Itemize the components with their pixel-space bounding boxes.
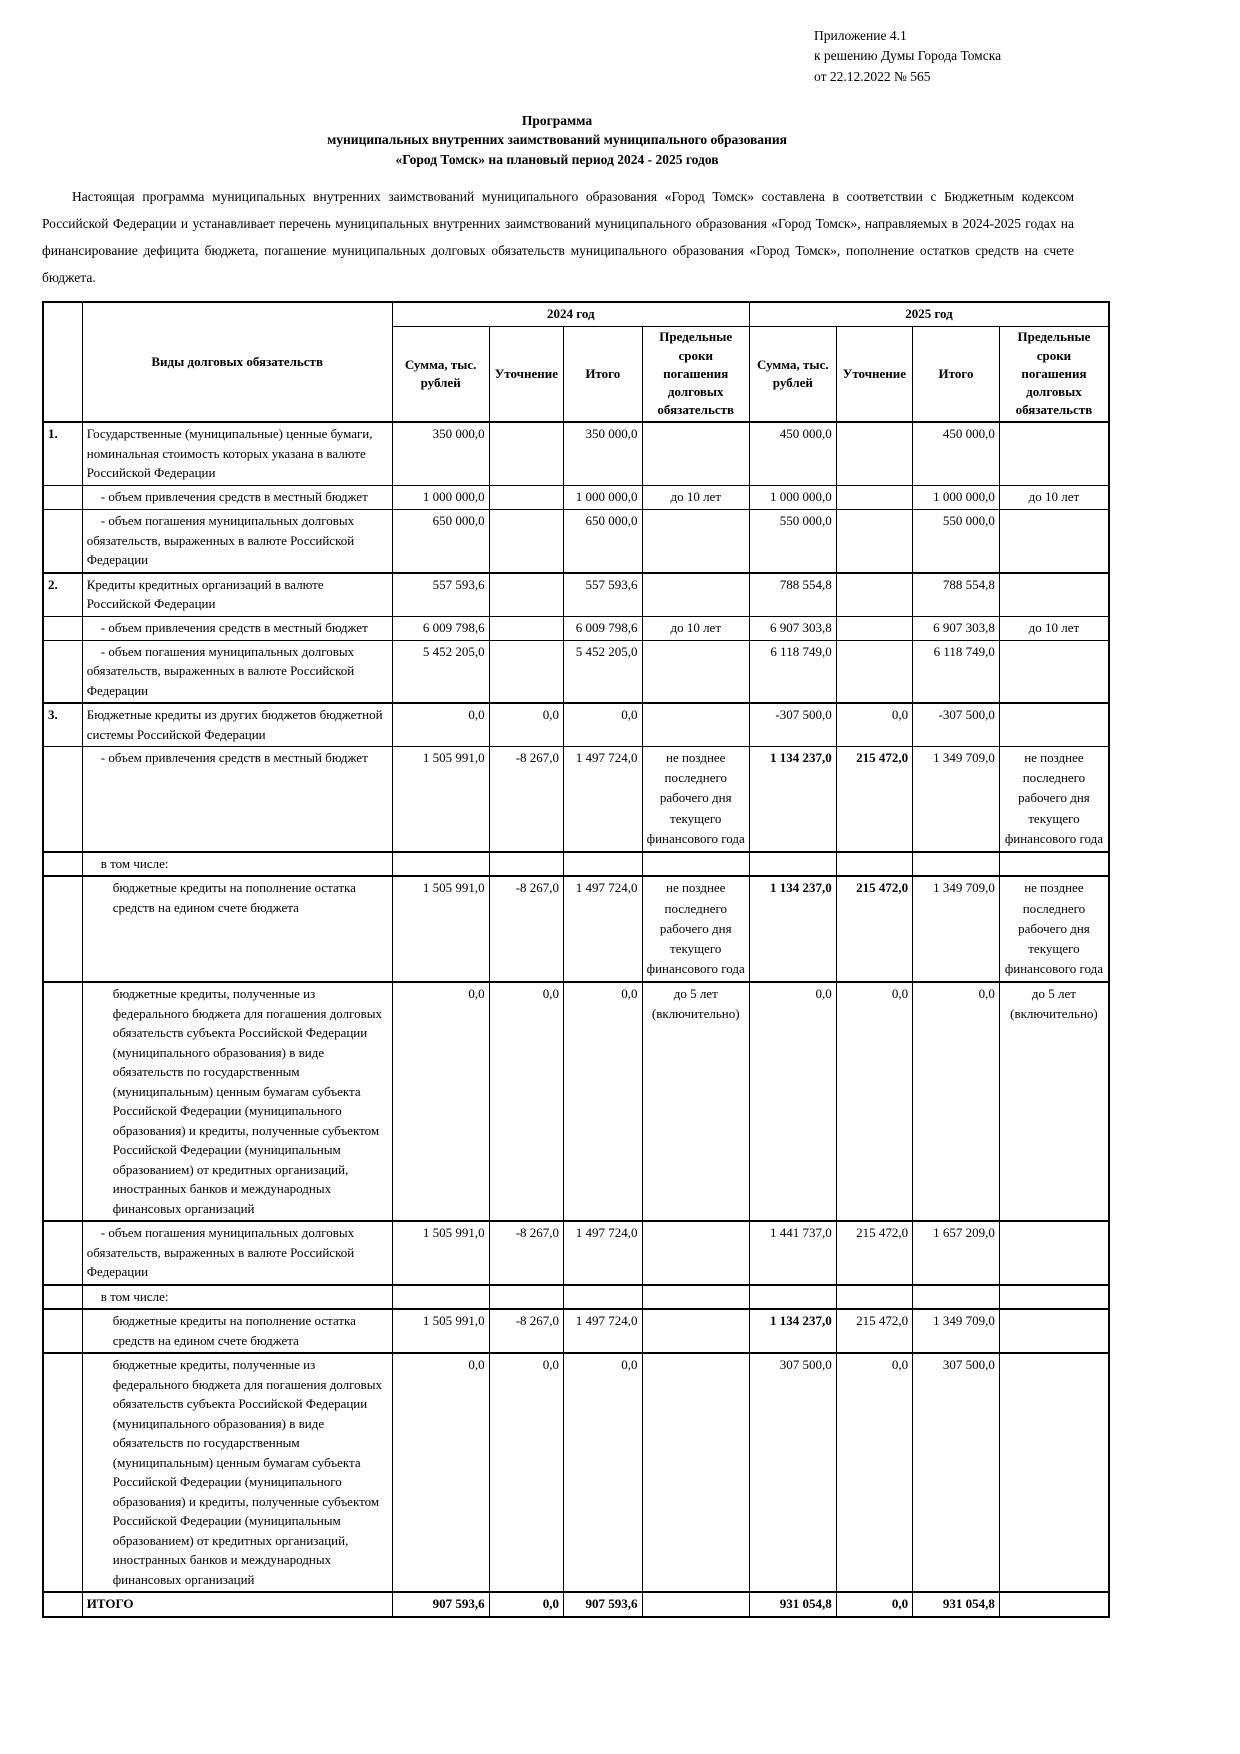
cell-amount: 1 441 737,0 xyxy=(749,1221,836,1285)
cell-amount: 6 118 749,0 xyxy=(749,640,836,703)
cell-amount: 907 593,6 xyxy=(564,1592,642,1617)
table-body xyxy=(43,422,1109,1616)
cell-amount xyxy=(836,852,912,877)
table-row xyxy=(43,703,1109,747)
row-label: Бюджетные кредиты из других бюджетов бюджетной системы Российской Федерации xyxy=(82,703,392,747)
row-label: ИТОГО xyxy=(82,1592,392,1617)
header-2024-deadline: Предельные сроки погашения долговых обязательств xyxy=(642,327,749,422)
cell-amount: 0,0 xyxy=(489,703,563,747)
row-number: 3. xyxy=(43,703,82,747)
cell-amount xyxy=(489,510,563,573)
cell-amount: 1 657 209,0 xyxy=(913,1221,1000,1285)
row-label: - объем привлечения средств в местный бюджет xyxy=(82,485,392,509)
cell-amount: 1 497 724,0 xyxy=(564,1309,642,1353)
row-number xyxy=(43,982,82,1221)
cell-amount xyxy=(749,852,836,877)
cell-amount xyxy=(489,422,563,485)
cell-repayment-deadline xyxy=(642,1309,749,1353)
row-number xyxy=(43,485,82,509)
cell-amount: 0,0 xyxy=(564,982,642,1221)
cell-amount: 6 118 749,0 xyxy=(913,640,1000,703)
header-debt-types: Виды долговых обязательств xyxy=(82,302,392,422)
cell-amount: 650 000,0 xyxy=(564,510,642,573)
cell-amount xyxy=(489,573,563,617)
cell-amount: 6 907 303,8 xyxy=(913,616,1000,640)
row-number xyxy=(43,1309,82,1353)
cell-amount: 307 500,0 xyxy=(913,1353,1000,1592)
cell-amount: 350 000,0 xyxy=(392,422,489,485)
cell-repayment-deadline: до 5 лет (включительно) xyxy=(642,982,749,1221)
row-number xyxy=(43,640,82,703)
row-number xyxy=(43,876,82,982)
cell-amount: 0,0 xyxy=(392,982,489,1221)
row-label: бюджетные кредиты, полученные из федерального бюджета для погашения долговых обязательств субъекта Российской Федерации (муниципального образования) в виде обязательств по государственным (муниципальным) ценным бумагам субъекта Российской Федерации (муниципального образования) и кредиты, полученные субъектом Российской Федерации (муниципальным образованием) от кредитных организаций, иностранных банков и международных финансовых организаций xyxy=(82,982,392,1221)
table-row xyxy=(43,982,1109,1221)
header-number-col xyxy=(43,302,82,422)
row-label: - объем погашения муниципальных долговых обязательств, выраженных в валюте Российской Федерации xyxy=(82,640,392,703)
cell-amount xyxy=(749,1285,836,1310)
cell-amount xyxy=(489,852,563,877)
cell-repayment-deadline xyxy=(999,703,1109,747)
cell-repayment-deadline xyxy=(642,1285,749,1310)
cell-repayment-deadline xyxy=(999,640,1109,703)
cell-repayment-deadline xyxy=(999,1221,1109,1285)
appendix-line-3: от 22.12.2022 № 565 xyxy=(814,68,931,84)
table-row xyxy=(43,422,1109,485)
table-row xyxy=(43,573,1109,617)
cell-amount: 1 000 000,0 xyxy=(749,485,836,509)
table-header-years-row xyxy=(43,302,1109,327)
cell-amount: 0,0 xyxy=(564,1353,642,1592)
cell-amount: 0,0 xyxy=(836,703,912,747)
cell-amount: 931 054,8 xyxy=(749,1592,836,1617)
table-row xyxy=(43,1309,1109,1353)
header-2025-sum: Сумма, тыс. рублей xyxy=(749,327,836,422)
cell-amount: 788 554,8 xyxy=(749,573,836,617)
cell-amount: 0,0 xyxy=(489,1592,563,1617)
cell-amount: 557 593,6 xyxy=(564,573,642,617)
cell-repayment-deadline xyxy=(642,703,749,747)
cell-amount xyxy=(489,485,563,509)
title-line-1: Программа xyxy=(521,112,593,128)
cell-amount: -307 500,0 xyxy=(913,703,1000,747)
cell-repayment-deadline xyxy=(642,510,749,573)
row-number xyxy=(43,747,82,852)
row-label: - объем привлечения средств в местный бюджет xyxy=(82,747,392,852)
table-row xyxy=(43,1221,1109,1285)
cell-repayment-deadline xyxy=(999,1353,1109,1592)
cell-amount: 1 505 991,0 xyxy=(392,1309,489,1353)
table-row xyxy=(43,852,1109,877)
cell-amount: 6 009 798,6 xyxy=(392,616,489,640)
cell-repayment-deadline xyxy=(642,852,749,877)
cell-amount: 550 000,0 xyxy=(749,510,836,573)
cell-amount: 0,0 xyxy=(489,982,563,1221)
header-2024-adjustment: Уточнение xyxy=(489,327,563,422)
cell-amount xyxy=(836,485,912,509)
cell-amount xyxy=(836,640,912,703)
row-number xyxy=(43,1592,82,1617)
table-row xyxy=(43,1353,1109,1592)
cell-amount: 1 505 991,0 xyxy=(392,747,489,852)
table-row xyxy=(43,640,1109,703)
row-label: бюджетные кредиты на пополнение остатка средств на едином счете бюджета xyxy=(82,876,392,982)
cell-amount: 0,0 xyxy=(913,982,1000,1221)
cell-amount: 215 472,0 xyxy=(836,747,912,852)
cell-amount xyxy=(836,616,912,640)
cell-repayment-deadline: до 10 лет xyxy=(999,485,1109,509)
cell-repayment-deadline: не позднее последнего рабочего дня текущего финансового года xyxy=(642,747,749,852)
cell-amount: 557 593,6 xyxy=(392,573,489,617)
cell-amount: 931 054,8 xyxy=(913,1592,1000,1617)
cell-amount xyxy=(913,852,1000,877)
title-line-3: «Город Томск» на плановый период 2024 - 2025 годов xyxy=(395,151,719,167)
cell-amount: 0,0 xyxy=(749,982,836,1221)
table-row xyxy=(43,1285,1109,1310)
cell-amount: 0,0 xyxy=(564,703,642,747)
cell-repayment-deadline xyxy=(999,422,1109,485)
cell-amount: 215 472,0 xyxy=(836,1309,912,1353)
cell-amount: 450 000,0 xyxy=(749,422,836,485)
row-number xyxy=(43,616,82,640)
cell-amount: 5 452 205,0 xyxy=(564,640,642,703)
row-label: в том числе: xyxy=(82,852,392,877)
row-label: в том числе: xyxy=(82,1285,392,1310)
cell-amount xyxy=(489,640,563,703)
cell-amount: 1 505 991,0 xyxy=(392,1221,489,1285)
cell-amount: 1 497 724,0 xyxy=(564,747,642,852)
document-title xyxy=(42,111,1072,170)
table-row xyxy=(43,1592,1109,1617)
cell-repayment-deadline: не позднее последнего рабочего дня текущего финансового года xyxy=(999,876,1109,982)
cell-amount xyxy=(564,1285,642,1310)
cell-amount: 0,0 xyxy=(392,1353,489,1592)
table-row xyxy=(43,747,1109,852)
cell-amount: 1 505 991,0 xyxy=(392,876,489,982)
table-row xyxy=(43,510,1109,573)
cell-repayment-deadline xyxy=(642,573,749,617)
cell-amount: -307 500,0 xyxy=(749,703,836,747)
row-number: 1. xyxy=(43,422,82,485)
cell-amount: 307 500,0 xyxy=(749,1353,836,1592)
cell-repayment-deadline xyxy=(642,1221,749,1285)
cell-repayment-deadline: не позднее последнего рабочего дня текущего финансового года xyxy=(999,747,1109,852)
cell-amount: 650 000,0 xyxy=(392,510,489,573)
cell-amount: 450 000,0 xyxy=(913,422,1000,485)
table-row xyxy=(43,876,1109,982)
cell-amount: 1 349 709,0 xyxy=(913,876,1000,982)
cell-amount: 1 000 000,0 xyxy=(392,485,489,509)
header-2025-adjustment: Уточнение xyxy=(836,327,912,422)
cell-repayment-deadline xyxy=(999,852,1109,877)
cell-amount: 1 349 709,0 xyxy=(913,1309,1000,1353)
cell-repayment-deadline xyxy=(999,1592,1109,1617)
cell-amount: 907 593,6 xyxy=(392,1592,489,1617)
table-row xyxy=(43,485,1109,509)
row-number xyxy=(43,1285,82,1310)
cell-repayment-deadline xyxy=(642,1353,749,1592)
cell-repayment-deadline xyxy=(642,422,749,485)
cell-amount xyxy=(913,1285,1000,1310)
row-label: бюджетные кредиты на пополнение остатка средств на едином счете бюджета xyxy=(82,1309,392,1353)
cell-repayment-deadline: не позднее последнего рабочего дня текущего финансового года xyxy=(642,876,749,982)
cell-amount: 1 000 000,0 xyxy=(913,485,1000,509)
cell-amount: 1 134 237,0 xyxy=(749,876,836,982)
cell-amount: -8 267,0 xyxy=(489,747,563,852)
cell-amount xyxy=(489,616,563,640)
row-number xyxy=(43,852,82,877)
cell-amount xyxy=(489,1285,563,1310)
cell-amount: 0,0 xyxy=(489,1353,563,1592)
cell-repayment-deadline xyxy=(999,510,1109,573)
cell-amount: -8 267,0 xyxy=(489,876,563,982)
cell-amount: 5 452 205,0 xyxy=(392,640,489,703)
cell-amount: 1 349 709,0 xyxy=(913,747,1000,852)
cell-amount: -8 267,0 xyxy=(489,1309,563,1353)
header-year-2025: 2025 год xyxy=(749,302,1109,327)
cell-repayment-deadline xyxy=(642,640,749,703)
cell-repayment-deadline xyxy=(999,1285,1109,1310)
row-label: бюджетные кредиты, полученные из федерального бюджета для погашения долговых обязательств субъекта Российской Федерации (муниципального образования) в виде обязательств по государственным (муниципальным) ценным бумагам субъекта Российской Федерации (муниципального образования) и кредиты, полученные субъектом Российской Федерации (муниципальным образованием) от кредитных организаций, иностранных банков и международных финансовых организаций xyxy=(82,1353,392,1592)
cell-amount xyxy=(564,852,642,877)
row-label: - объем погашения муниципальных долговых обязательств, выраженных в валюте Российской Федерации xyxy=(82,1221,392,1285)
cell-amount: 0,0 xyxy=(392,703,489,747)
cell-repayment-deadline xyxy=(999,573,1109,617)
header-2024-total: Итого xyxy=(564,327,642,422)
cell-amount: 215 472,0 xyxy=(836,876,912,982)
cell-repayment-deadline: до 5 лет (включительно) xyxy=(999,982,1109,1221)
borrowings-table xyxy=(42,301,1110,1617)
row-label: - объем погашения муниципальных долговых обязательств, выраженных в валюте Российской Федерации xyxy=(82,510,392,573)
cell-amount: -8 267,0 xyxy=(489,1221,563,1285)
row-label: Государственные (муниципальные) ценные бумаги, номинальная стоимость которых указана в валюте Российской Федерации xyxy=(82,422,392,485)
cell-amount: 1 000 000,0 xyxy=(564,485,642,509)
intro-paragraph: Настоящая программа муниципальных внутренних заимствований муниципального образования «Город Томск» составлена в соответствии с Бюджетным кодексом Российской Федерации и устанавливает перечень муниципальных внутренних заимствований муниципального образования «Город Томск», направляемых в 2024-2025 годах на финансирование дефицита бюджета, погашение муниципальных долговых обязательств муниципального образования «Город Томск», пополнение остатков средств на счете бюджета. xyxy=(42,189,1074,286)
cell-amount: 550 000,0 xyxy=(913,510,1000,573)
cell-amount: 0,0 xyxy=(836,982,912,1221)
header-2025-total: Итого xyxy=(913,327,1000,422)
row-number xyxy=(43,510,82,573)
cell-repayment-deadline xyxy=(642,1592,749,1617)
cell-amount: 215 472,0 xyxy=(836,1221,912,1285)
cell-repayment-deadline xyxy=(999,1309,1109,1353)
cell-amount xyxy=(836,573,912,617)
cell-amount xyxy=(836,510,912,573)
row-number: 2. xyxy=(43,573,82,617)
cell-amount: 0,0 xyxy=(836,1353,912,1592)
cell-amount xyxy=(392,1285,489,1310)
cell-repayment-deadline: до 10 лет xyxy=(642,616,749,640)
cell-amount: 1 134 237,0 xyxy=(749,1309,836,1353)
cell-amount xyxy=(836,422,912,485)
title-line-2: муниципальных внутренних заимствований муниципального образования xyxy=(327,132,787,148)
cell-amount: 6 907 303,8 xyxy=(749,616,836,640)
cell-repayment-deadline: до 10 лет xyxy=(642,485,749,509)
row-label: Кредиты кредитных организаций в валюте Российской Федерации xyxy=(82,573,392,617)
row-number xyxy=(43,1221,82,1285)
header-year-2024: 2024 год xyxy=(392,302,749,327)
table-row xyxy=(43,616,1109,640)
cell-amount: 350 000,0 xyxy=(564,422,642,485)
cell-amount: 1 497 724,0 xyxy=(564,876,642,982)
row-number xyxy=(43,1353,82,1592)
cell-amount xyxy=(392,852,489,877)
cell-amount: 788 554,8 xyxy=(913,573,1000,617)
header-2025-deadline: Предельные сроки погашения долговых обязательств xyxy=(999,327,1109,422)
cell-amount xyxy=(836,1285,912,1310)
row-label: - объем привлечения средств в местный бюджет xyxy=(82,616,392,640)
cell-amount: 6 009 798,6 xyxy=(564,616,642,640)
appendix-line-2: к решению Думы Города Томска xyxy=(814,48,1002,64)
cell-amount: 0,0 xyxy=(836,1592,912,1617)
table-header xyxy=(43,302,1109,422)
cell-amount: 1 497 724,0 xyxy=(564,1221,642,1285)
cell-amount: 1 134 237,0 xyxy=(749,747,836,852)
cell-repayment-deadline: до 10 лет xyxy=(999,616,1109,640)
appendix-reference xyxy=(814,26,1240,87)
header-2024-sum: Сумма, тыс. рублей xyxy=(392,327,489,422)
appendix-line-1: Приложение 4.1 xyxy=(814,28,907,43)
